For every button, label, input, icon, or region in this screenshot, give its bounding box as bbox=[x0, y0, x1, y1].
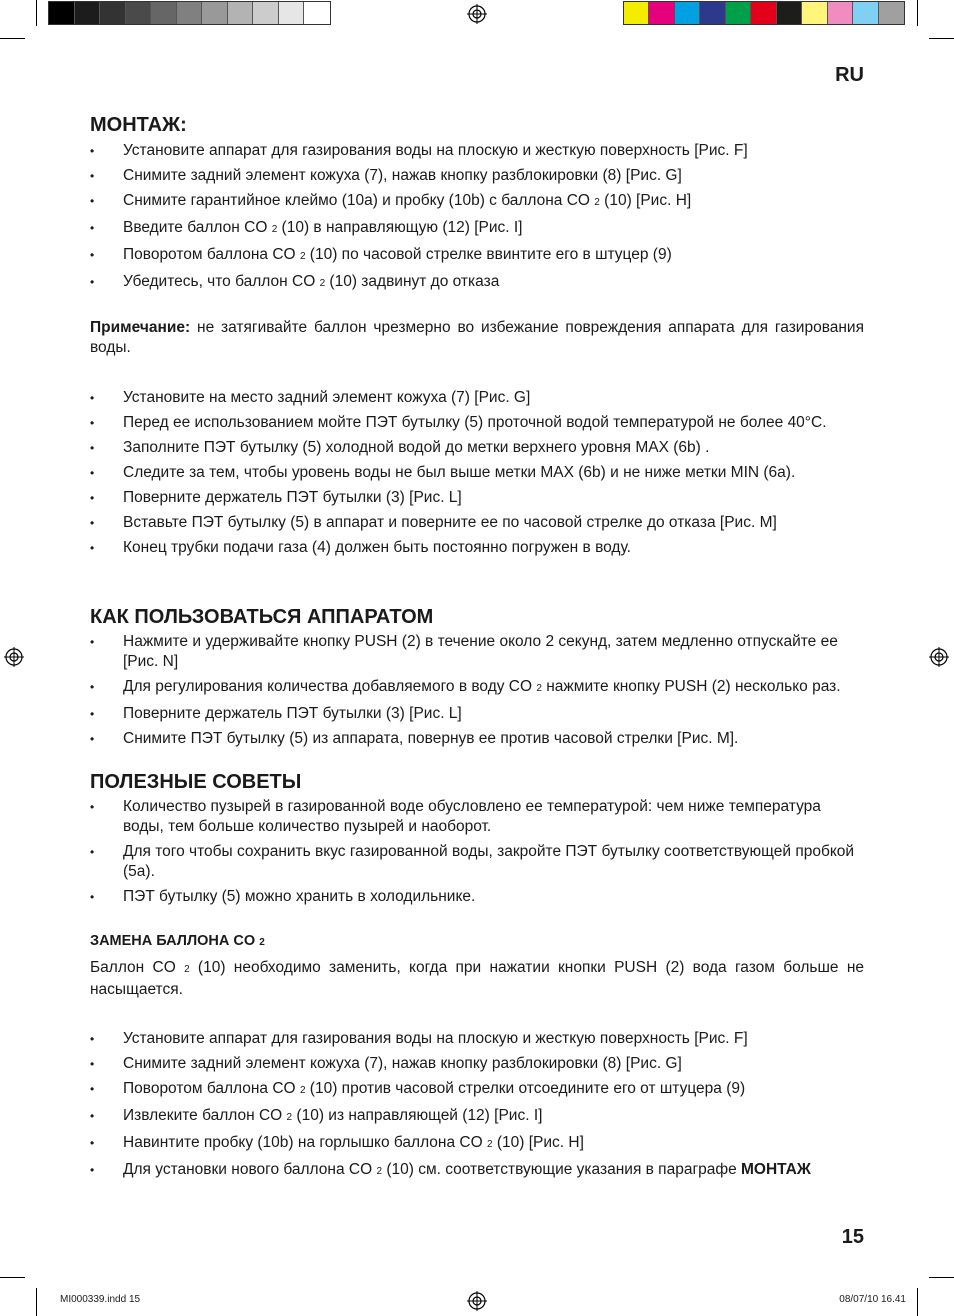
item-text: Поворотом баллона CO bbox=[123, 1080, 296, 1097]
list-item: • Перед ее использованием мойте ПЭТ бутылку (5) проточной водой температурой не более 40°C. bbox=[90, 413, 864, 433]
page-number: 15 bbox=[841, 1226, 864, 1248]
crop-mark bbox=[0, 38, 25, 39]
item-text: (10) по часовой стрелке ввинтите его в штуцер (9) bbox=[305, 246, 672, 263]
crop-mark bbox=[36, 1288, 37, 1316]
color-swatch bbox=[726, 2, 751, 24]
subscript: 2 bbox=[286, 1112, 293, 1123]
color-swatch bbox=[100, 2, 126, 24]
color-swatch bbox=[202, 2, 228, 24]
list-item: • Установите на место задний элемент кожуха (7) [Рис. G] bbox=[90, 388, 864, 408]
footer-date-info: 08/07/10 16.41 bbox=[839, 1294, 906, 1305]
note-label: Примечание: bbox=[90, 319, 191, 336]
item-text: Снимите задний элемент кожуха (7), нажав кнопку разблокировки (8) [Рис. G] bbox=[123, 167, 682, 184]
item-text: Для установки нового баллона CO bbox=[123, 1161, 373, 1178]
subscript: 2 bbox=[594, 197, 600, 208]
registration-mark-icon bbox=[4, 647, 24, 667]
subscript: 2 bbox=[376, 1166, 383, 1177]
item-text: Введите баллон CO bbox=[123, 219, 268, 236]
color-swatch bbox=[279, 2, 305, 24]
list-item: • Поверните держатель ПЭТ бутылки (3) [Рис. L] bbox=[90, 488, 864, 508]
crop-mark bbox=[929, 1277, 954, 1278]
list-item bbox=[90, 1079, 864, 1101]
crop-mark bbox=[929, 38, 954, 39]
color-swatch bbox=[177, 2, 203, 24]
item-text: Навинтите пробку (10b) на горлышко баллона CO bbox=[123, 1134, 483, 1151]
list-item bbox=[90, 1133, 864, 1155]
subscript: 2 bbox=[299, 1085, 306, 1096]
item-text: Для регулирования количества добавляемого в воду CO bbox=[123, 678, 533, 695]
list-item: • ПЭТ бутылку (5) можно хранить в холодильнике. bbox=[90, 887, 864, 907]
color-swatch bbox=[253, 2, 279, 24]
item-text: Снимите ПЭТ бутылку (5) из аппарата, повернув ее против часовой стрелки [Рис. M]. bbox=[123, 730, 739, 747]
color-swatch bbox=[75, 2, 101, 24]
replacement-title-sub: 2 bbox=[259, 937, 265, 948]
item-text: (10) из направляющей (12) [Рис. I] bbox=[292, 1107, 543, 1124]
item-text: Извлеките баллон CO bbox=[123, 1107, 283, 1124]
crop-mark bbox=[917, 0, 918, 26]
item-text: Нажмите и удерживайте кнопку PUSH (2) в течение около 2 секунд, затем медленно отпускайте ее [Рис. N] bbox=[123, 633, 838, 670]
color-swatch bbox=[802, 2, 827, 24]
color-swatch bbox=[49, 2, 75, 24]
list-item bbox=[90, 141, 864, 161]
crop-mark bbox=[0, 1277, 25, 1278]
item-bold-text: МОНТАЖ bbox=[741, 1161, 811, 1178]
registration-mark-icon bbox=[467, 4, 487, 24]
list-item bbox=[90, 191, 864, 213]
item-text: Установите аппарат для газирования воды на плоскую и жесткую поверхность [Рис. F] bbox=[123, 1030, 748, 1047]
intro-text-a: Баллон CO bbox=[90, 959, 176, 976]
page-content bbox=[90, 112, 864, 1187]
item-text: (10) [Рис. H] bbox=[599, 192, 692, 209]
intro-sub: 2 bbox=[184, 964, 190, 975]
intro-text-b: (10) необходимо заменить, когда при нажатии кнопки PUSH (2) вода газом больше не насыщается. bbox=[90, 959, 865, 998]
note-text: не затягивайте баллон чрезмерно во избежание повреждения аппарата для газирования воды. bbox=[90, 319, 864, 356]
color-swatch bbox=[853, 2, 878, 24]
language-code: RU bbox=[835, 64, 864, 86]
list-item bbox=[90, 245, 864, 267]
note-paragraph bbox=[90, 318, 864, 358]
list-item bbox=[90, 1054, 864, 1074]
subscript: 2 bbox=[319, 278, 326, 289]
list-item: • Количество пузырей в газированной воде обусловлено ее температурой: чем ниже температура воды, тем больше количество пузырей и наоборот. bbox=[90, 797, 864, 837]
color-swatch bbox=[126, 2, 152, 24]
list-item bbox=[90, 166, 864, 186]
grayscale-calibration-bar bbox=[48, 1, 331, 25]
usage-steps-list bbox=[90, 632, 864, 749]
replacement-steps-list bbox=[90, 1029, 864, 1182]
section-title-replacement bbox=[90, 931, 864, 953]
list-item bbox=[90, 1160, 864, 1182]
item-text: Установите аппарат для газирования воды на плоскую и жесткую поверхность [Рис. F] bbox=[123, 142, 748, 159]
item-text: (10) в направляющую (12) [Рис. I] bbox=[277, 219, 523, 236]
section-title-tips: ПОЛЕЗНЫЕ СОВЕТЫ bbox=[90, 771, 302, 793]
section-title-assembly: МОНТАЖ: bbox=[90, 114, 187, 136]
replacement-title-text: ЗАМЕНА БАЛЛОНА CO bbox=[90, 933, 256, 949]
registration-mark-icon bbox=[467, 1291, 487, 1311]
tips-list bbox=[90, 797, 864, 907]
list-item bbox=[90, 677, 864, 699]
item-text: (10) против часовой стрелки отсоедините его от штуцера (9) bbox=[305, 1080, 746, 1097]
item-text: нажмите кнопку PUSH (2) несколько раз. bbox=[541, 678, 841, 695]
color-swatch bbox=[777, 2, 802, 24]
color-calibration-bar bbox=[623, 1, 905, 25]
color-swatch bbox=[828, 2, 853, 24]
subscript: 2 bbox=[299, 251, 306, 262]
footer-file-info: MI000339.indd 15 bbox=[60, 1294, 141, 1305]
color-swatch bbox=[649, 2, 674, 24]
color-swatch bbox=[879, 2, 904, 24]
list-item bbox=[90, 729, 864, 749]
color-swatch bbox=[228, 2, 254, 24]
registration-mark-icon bbox=[929, 647, 949, 667]
preparation-steps-list bbox=[90, 388, 864, 558]
replacement-intro bbox=[90, 958, 864, 1000]
list-item: • Вставьте ПЭТ бутылку (5) в аппарат и поверните ее по часовой стрелке до отказа [Рис. M] bbox=[90, 513, 864, 533]
item-text: Снимите гарантийное клеймо (10a) и пробку (10b) с баллона CO bbox=[123, 192, 590, 209]
list-item bbox=[90, 1029, 864, 1049]
list-item bbox=[90, 272, 864, 294]
item-text: Поверните держатель ПЭТ бутылки (3) [Рис. L] bbox=[123, 705, 462, 722]
color-swatch bbox=[700, 2, 725, 24]
item-text: (10) задвинут до отказа bbox=[325, 273, 500, 290]
item-text: (10) [Рис. H] bbox=[492, 1134, 584, 1151]
assembly-steps-list bbox=[90, 141, 864, 294]
list-item bbox=[90, 632, 864, 672]
list-item bbox=[90, 704, 864, 724]
section-title-usage: КАК ПОЛЬЗОВАТЬСЯ АППАРАТОМ bbox=[90, 606, 434, 628]
list-item: • Конец трубки подачи газа (4) должен быть постоянно погружен в воду. bbox=[90, 538, 864, 558]
list-item bbox=[90, 1106, 864, 1128]
subscript: 2 bbox=[486, 1139, 493, 1150]
list-item: • Для того чтобы сохранить вкус газированной воды, закройте ПЭТ бутылку соответствующей пробкой (5a). bbox=[90, 842, 864, 882]
item-text: Снимите задний элемент кожуха (7), нажав кнопку разблокировки (8) [Рис. G] bbox=[123, 1055, 682, 1072]
item-text: Поворотом баллона CO bbox=[123, 246, 296, 263]
crop-mark bbox=[917, 1288, 918, 1316]
subscript: 2 bbox=[536, 683, 542, 694]
subscript: 2 bbox=[271, 224, 278, 235]
item-text: (10) см. соответствующие указания в параграфе bbox=[382, 1161, 742, 1178]
color-swatch bbox=[624, 2, 649, 24]
item-text: Убедитесь, что баллон CO bbox=[123, 273, 316, 290]
crop-mark bbox=[36, 0, 37, 26]
list-item: • Заполните ПЭТ бутылку (5) холодной водой до метки верхнего уровня MAX (6b) . bbox=[90, 438, 864, 458]
color-swatch bbox=[675, 2, 700, 24]
list-item bbox=[90, 218, 864, 240]
color-swatch bbox=[304, 2, 330, 24]
color-swatch bbox=[751, 2, 776, 24]
list-item: • Следите за тем, чтобы уровень воды не был выше метки MAX (6b) и не ниже метки MIN (6a). bbox=[90, 463, 864, 483]
color-swatch bbox=[151, 2, 177, 24]
